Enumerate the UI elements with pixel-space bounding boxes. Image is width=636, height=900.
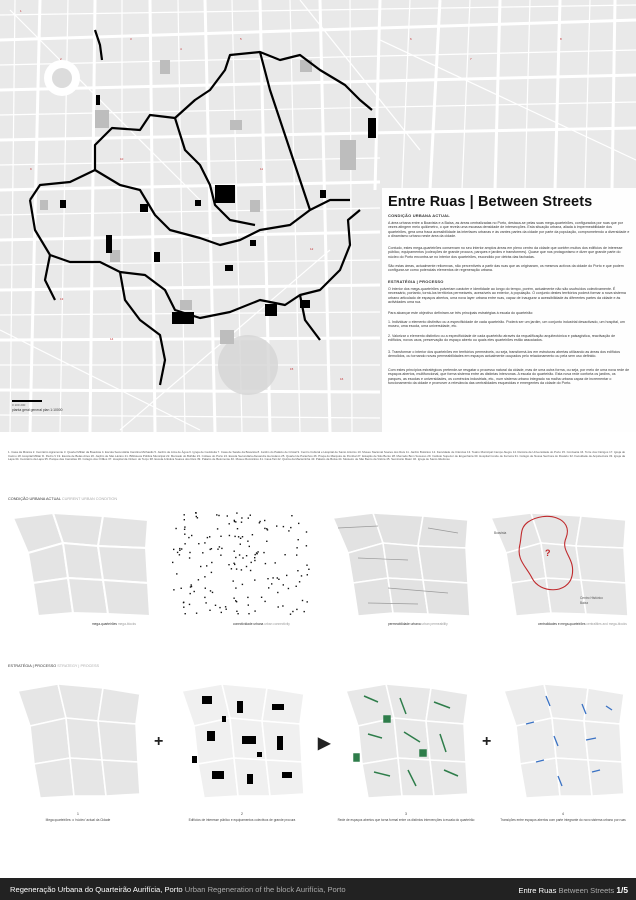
intersection-dot bbox=[265, 563, 266, 564]
intersection-dot bbox=[207, 537, 208, 538]
intersection-dot bbox=[184, 519, 185, 520]
intersection-dot bbox=[241, 569, 242, 570]
intersection-dot bbox=[259, 521, 260, 522]
intersection-dot bbox=[177, 552, 178, 553]
intersection-dot bbox=[233, 598, 234, 599]
caption-urban-connectivity bbox=[233, 622, 290, 626]
section-label-current-en: CURRENT URBAN CONDITION bbox=[61, 497, 118, 501]
intersection-dot bbox=[176, 573, 177, 574]
intersection-dot bbox=[191, 586, 192, 587]
paragraph-3: São estas áreas, actualmente relicenvas, não percentíveis a partir das ruas que as originaram, os mesmos actívos da cidade do Porto e que podem configurar-se como potenciais elementos de regeneração urbana. bbox=[388, 264, 624, 273]
svg-text:15: 15 bbox=[290, 367, 294, 371]
intersection-dot bbox=[250, 570, 251, 571]
intersection-dot bbox=[308, 569, 309, 570]
intersection-dot bbox=[220, 536, 221, 537]
svg-text:6: 6 bbox=[410, 37, 412, 41]
caption-permeability-en: urban permeability bbox=[421, 622, 448, 626]
strategy-step-1-diagram bbox=[8, 676, 148, 806]
caption-mega-blocks-pt: mega-quarteirões bbox=[92, 622, 117, 626]
arrow-operator: ▶ bbox=[318, 735, 331, 752]
intersection-dot bbox=[233, 563, 234, 564]
scale-ticks: 0 100 200 bbox=[12, 403, 26, 407]
intersection-dot bbox=[229, 535, 230, 536]
svg-text:7: 7 bbox=[470, 57, 472, 61]
intersection-dot bbox=[218, 515, 219, 516]
intersection-dot bbox=[241, 522, 242, 523]
intersection-dot bbox=[189, 557, 190, 558]
intersection-dot bbox=[234, 551, 235, 552]
intersection-dot bbox=[236, 568, 237, 569]
intersection-dot bbox=[278, 579, 279, 580]
intersection-dot bbox=[204, 597, 205, 598]
footer-sheet-pt: Entre Ruas bbox=[518, 886, 557, 895]
intersection-dot bbox=[226, 609, 227, 610]
intersection-dot bbox=[221, 612, 222, 613]
intersection-dot bbox=[231, 568, 232, 569]
intersection-dot bbox=[248, 517, 249, 518]
intersection-dot bbox=[183, 602, 184, 603]
intersection-dot bbox=[242, 584, 243, 585]
diagram-urban-permeability bbox=[328, 508, 478, 620]
intersection-dot bbox=[242, 557, 243, 558]
intersection-dot bbox=[185, 613, 186, 614]
intersection-dot bbox=[238, 536, 239, 537]
intersection-dot bbox=[198, 543, 199, 544]
intersection-dot bbox=[239, 554, 240, 555]
intersection-dot bbox=[196, 613, 197, 614]
intersection-dot bbox=[194, 591, 195, 592]
intersection-dot bbox=[225, 606, 226, 607]
intersection-dot bbox=[282, 605, 283, 606]
intersection-dot bbox=[190, 593, 191, 594]
footer-sheet-en: Between Streets bbox=[558, 886, 615, 895]
intersection-dot bbox=[288, 588, 289, 589]
intersection-dot bbox=[184, 514, 185, 515]
intersection-dot bbox=[179, 550, 180, 551]
paragraph-4: O interior dos mega-quarteirões pulveriam carácter e identidade ao longo do tempo, porém, actualmente não são usufruídos colectivamente. É necessário, portanto, torná-los territórios permeáveis, acessíveis ao exterior, à população. O conjunto destes territórios poderá formar a nova sistema urbano articulado de espaços abertos, uma nova layer urbana entre ruas, capaz de inaugurar a acessibilidade às diferentes partes da cidade e às actividades uma rua. bbox=[388, 287, 626, 304]
intersection-dot bbox=[246, 555, 247, 556]
intersection-dot bbox=[264, 520, 265, 521]
footer-project-title bbox=[10, 885, 346, 894]
intersection-dot bbox=[209, 610, 210, 611]
intersection-dot bbox=[212, 592, 213, 593]
intersection-dot bbox=[205, 588, 206, 589]
intersection-dot bbox=[227, 515, 228, 516]
intersection-dot bbox=[217, 549, 218, 550]
intersection-dot bbox=[306, 545, 307, 546]
footer-title-en: Urban Regeneration of the block Aurifícia, Porto bbox=[184, 885, 346, 894]
intersection-dot bbox=[267, 578, 268, 579]
intersection-dot bbox=[264, 528, 265, 529]
paragraph-strategy-1: 1. Individuar o elemento distintivo ou a especificidade de cada quarteirão. Poderá ser um jardim, um conjunto industrial desactivado, um hospital, um museu, uma escola, uma universidade, etc. bbox=[388, 320, 625, 329]
intersection-dot bbox=[254, 557, 255, 558]
intersection-dot bbox=[235, 587, 236, 588]
annotation-boavista: Boavista bbox=[494, 531, 507, 535]
paragraph-1: A área urbana entre a Boavista e a Baixa, as áreas centralizadas no Porto, destaca-se pelas suas mega-quarteirões, configurados por ruas que por vezes atingem meio quilómetro, o que revela uma escassa densidade de intersecções. Esta situação urbana, aliada à impermeabilidade dos quarteirões, gera uma fraca acessibilidade às interfaces urbanas e às vantes partes da cidade por parte da população, comprometendo a diversidade e o dinamismo urbano neste área da cidade. bbox=[388, 221, 630, 238]
intersection-dot bbox=[307, 601, 308, 602]
intersection-dot bbox=[197, 517, 198, 518]
intersection-dot bbox=[299, 581, 300, 582]
intersection-dot bbox=[240, 544, 241, 545]
intersection-dot bbox=[288, 530, 289, 531]
intersection-dot bbox=[235, 600, 236, 601]
caption-connectivity-en: urban connectivity bbox=[264, 622, 290, 626]
intersection-dot bbox=[234, 536, 235, 537]
intersection-dot bbox=[283, 526, 284, 527]
intersection-dot bbox=[219, 607, 220, 608]
intersection-dot bbox=[229, 523, 230, 524]
intersection-dot bbox=[248, 604, 249, 605]
diagram-urban-connectivity bbox=[168, 508, 318, 620]
intersection-dot bbox=[286, 575, 287, 576]
intersection-dot bbox=[255, 554, 256, 555]
intersection-dot bbox=[283, 584, 284, 585]
svg-text:1: 1 bbox=[20, 9, 22, 13]
intersection-dot bbox=[191, 535, 192, 536]
intersection-dot bbox=[206, 565, 207, 566]
footer-bar bbox=[0, 878, 636, 900]
step-caption-4: Transições entre espaços abertos com parte integrante do novo sistema urbano por ruas bbox=[500, 818, 626, 822]
intersection-dot bbox=[261, 597, 262, 598]
caption-connectivity-pt: conectividade urbana bbox=[233, 622, 264, 626]
intersection-dot bbox=[189, 552, 190, 553]
intersection-dot bbox=[267, 529, 268, 530]
intersection-dot bbox=[264, 601, 265, 602]
intersection-dot bbox=[304, 611, 305, 612]
intersection-dot bbox=[247, 541, 248, 542]
intersection-dot bbox=[184, 529, 185, 530]
step-caption-3: Rede de espaços abertos que torna formal entre os distintos intervenções à escala do quarteirão bbox=[337, 818, 475, 822]
footer-title-pt: Regeneração Urbana do Quarteirão Aurifícia, Porto bbox=[10, 885, 183, 894]
intersection-dot bbox=[221, 548, 222, 549]
plus-operator-1: + bbox=[154, 733, 164, 750]
intersection-dot bbox=[250, 515, 251, 516]
svg-text:13: 13 bbox=[60, 297, 64, 301]
intersection-dot bbox=[256, 552, 257, 553]
intersection-dot bbox=[234, 521, 235, 522]
diagram-centralities bbox=[486, 508, 630, 620]
intersection-dot bbox=[217, 528, 218, 529]
svg-text:10: 10 bbox=[120, 157, 124, 161]
step-number-4: 4 bbox=[562, 812, 564, 816]
intersection-dot bbox=[284, 554, 285, 555]
intersection-dot bbox=[266, 541, 267, 542]
intersection-dot bbox=[278, 606, 279, 607]
intersection-dot bbox=[175, 528, 176, 529]
step-caption-1: Mega quarteirões: o 'núcleo' actual da Cidade bbox=[45, 818, 111, 822]
section-label-current bbox=[8, 497, 117, 501]
intersection-dot bbox=[242, 536, 243, 537]
step-caption-2: Edifícios de interesse público e equipamentos colectivos de grande procura bbox=[188, 818, 296, 822]
intersection-dot bbox=[249, 546, 250, 547]
intersection-dot bbox=[277, 577, 278, 578]
intersection-dot bbox=[296, 609, 297, 610]
intersection-dot bbox=[307, 574, 308, 575]
section-label-strategy-en: STRATEGY | PROCESS bbox=[57, 664, 100, 668]
step-number-3: 3 bbox=[405, 812, 407, 816]
intersection-dot bbox=[248, 613, 249, 614]
caption-urban-permeability bbox=[388, 622, 448, 626]
intersection-dot bbox=[276, 525, 277, 526]
strategy-step-2-diagram bbox=[172, 676, 312, 806]
intersection-dot bbox=[296, 586, 297, 587]
svg-text:3: 3 bbox=[130, 37, 132, 41]
intersection-dot bbox=[297, 570, 298, 571]
svg-text:4: 4 bbox=[180, 47, 182, 51]
svg-text:5: 5 bbox=[240, 37, 242, 41]
intersection-dot bbox=[298, 523, 299, 524]
intersection-dot bbox=[237, 613, 238, 614]
intersection-dot bbox=[181, 548, 182, 549]
svg-text:14: 14 bbox=[110, 337, 114, 341]
intersection-dot bbox=[257, 551, 258, 552]
paragraph-strategy-3: 3. Transformar o interior dos quarteirões em territórios permeáveis, ou seja, transformá-los em estruturas abertas utilizando as áreas dos edifícios demolidos, ou tornando novas permeabilidades em espaços actualmente ocupados pelo relacionamento ou pela sem uso definido. bbox=[388, 350, 621, 359]
strategy-step-3-diagram bbox=[336, 676, 476, 806]
intersection-dot bbox=[204, 542, 205, 543]
intersection-dot bbox=[296, 554, 297, 555]
caption-centralities-pt: centralidades e mega-quarteirões bbox=[538, 622, 586, 626]
section-label-strategy-pt: ESTRATÉGIA | PROCESSO bbox=[8, 664, 57, 668]
caption-centralities-en: centralities and mega-blocks bbox=[586, 622, 627, 626]
map-legend: 1. Casa da Música 2. Cemitério Agramonte 3. Quartel Militar da Boavista 4. Escola Secundária Carolina Michaëlis 5. Jardim de Arca de Água 6. Igreja de Cedofeita 7. Casa de Saúde da Boavista 8. Jardim do Palácio de Cristal 9. Centro Cultural e Hospital de Santo António 10. Museu Nacional Soares dos Reis 11. Jardim Botânico 12. Faculdade de Ciências 13. Teatro Municipal Campo Alegre 14. Reitoria da Universidade do Porto 15. Cordoaria 16. Torre dos Clérigos 17. Igreja do Carmo 18. Hospital Militar D. Pedro V 19. Escola de Belas Artes 20. Jardim de São Lázaro 21. Biblioteca Pública Municipal 22. Mercado do Bolhão 23. Coliseu do Porto 24. Escola Secundária Alexandre Herculano 25. Quartel de Paranhos 26. Praça do Marquês de Pombal 27. Estação de São Bento 28. Mercado Bom Sucesso 29. Instituto Superior de Engenharia 30. Hospital Conde de Ferreira 31. Colégio de Nossa Senhora do Rosário 32. Faculdade de Arquitectura 33. Igreja da Lapa 34. Cemitério da Lapa 35. Parque das Camélias 36. Colégio dos Órfãos 37. Hospital da Ordem do Terço 38. Escola Artística Soares dos Reis 39. Palácio de Belomonte 40. Museu Romântico 41. Casa Tait 42. Quinta da Macieirinha 43. Palácio da Bolsa 44. Mosteiro de São Bento da Vitória 45. Seminário Maior 46. Igreja de Santo Ildefonso bbox=[8, 450, 626, 462]
intersection-dot bbox=[173, 589, 174, 590]
intersection-dot bbox=[202, 552, 203, 553]
intersection-dot bbox=[184, 534, 185, 535]
intersection-dot bbox=[251, 562, 252, 563]
paragraph-strategy-2: 2. Valorizar o elemento distintivo ou a especificidade de cada quarteirão através da requalificação arquitectónica e paisagística, reactivação de edifícios, novos usos, preservação do espaço aberto ou quais eles quarteirões estão associados. bbox=[388, 334, 616, 343]
intersection-dot bbox=[241, 517, 242, 518]
intersection-dot bbox=[254, 560, 255, 561]
section-label-current-pt: CONDIÇÃO URBANA ACTUAL bbox=[8, 497, 61, 501]
intersection-dot bbox=[272, 577, 273, 578]
intersection-dot bbox=[237, 528, 238, 529]
svg-text:12: 12 bbox=[310, 247, 314, 251]
intersection-dot bbox=[228, 564, 229, 565]
intersection-dot bbox=[252, 534, 253, 535]
subtitle-strategy: ESTRATÉGIA | PROCESSO bbox=[388, 279, 444, 284]
intersection-dot bbox=[298, 539, 299, 540]
intersection-dot bbox=[254, 579, 255, 580]
intersection-dot bbox=[306, 531, 307, 532]
intersection-dot bbox=[215, 605, 216, 606]
paragraph-2: Contudo, estes mega-quarteirões conservam no seu interior amplos áreas em pleno centro da cidade que contêm muitos dos edifícios de interesse público, equipamentos (colecções de grande procura, parques e jardins e transformes). Quase que nos protagonismo e dizer que grande parte do núcleo do Porto encontra-se no interior dos quarteirões, escondido por detrás das fachadas. bbox=[388, 246, 623, 259]
intersection-dot bbox=[235, 521, 236, 522]
intersection-dot bbox=[268, 587, 269, 588]
intersection-dot bbox=[191, 584, 192, 585]
intersection-dot bbox=[240, 538, 241, 539]
intersection-dot bbox=[183, 607, 184, 608]
annotation-historic-centre: Centro Histórico bbox=[580, 596, 603, 600]
intersection-dot bbox=[219, 546, 220, 547]
annotation-baixa: Baixa bbox=[580, 601, 588, 605]
caption-centralities bbox=[538, 622, 627, 626]
intersection-dot bbox=[179, 554, 180, 555]
intersection-dot bbox=[204, 576, 205, 577]
step-number-2: 2 bbox=[241, 812, 243, 816]
section-label-strategy bbox=[8, 664, 99, 668]
svg-text:11: 11 bbox=[260, 167, 264, 171]
intersection-dot bbox=[200, 566, 201, 567]
caption-mega-blocks bbox=[92, 622, 136, 626]
intersection-dot bbox=[205, 602, 206, 603]
footer-page-number: 1/5 bbox=[616, 885, 628, 895]
intersection-dot bbox=[259, 522, 260, 523]
map-scale bbox=[12, 400, 63, 428]
footer-sheet-info bbox=[518, 885, 628, 895]
intersection-dot bbox=[220, 555, 221, 556]
intersection-dot bbox=[254, 610, 255, 611]
intersection-dot bbox=[271, 583, 272, 584]
intersection-dot bbox=[296, 547, 297, 548]
scale-bar bbox=[12, 400, 42, 402]
intersection-dot bbox=[210, 590, 211, 591]
subtitle-current-condition: CONDIÇÃO URBANA ACTUAL bbox=[388, 213, 450, 218]
intersection-dot bbox=[188, 537, 189, 538]
intersection-dot bbox=[211, 572, 212, 573]
intersection-dot bbox=[173, 549, 174, 550]
step-number-1: 1 bbox=[77, 812, 79, 816]
intersection-dot bbox=[189, 604, 190, 605]
intersection-dot bbox=[233, 580, 234, 581]
page-title: Entre Ruas | Between Streets bbox=[388, 194, 593, 210]
paragraph-5: Para alcançar este objectivo definiram-se três principais estratégias à escala do quarteirão: bbox=[388, 311, 534, 315]
scale-label: planta geral general plan 1:10000 bbox=[12, 408, 63, 412]
paragraph-conclusion: Com estes princípios estratégicos pretende-se resgatar o processo natural da cidade, mas de uma outra forma, ou seja, por meio de uma nova rede de espaços abertos, multifuncional, que forma sistema entre as distintas interzonas. A escala do quarteirão. Esta nova rede conforta os jardins, os parques, as escolas e universidades, os comércios industriais, etc., num sistema urbano integrado na malha urbana capaz de incrementar o funcionamento da cidade e promover a relevância das centralidades esquecidas e emergentes da cidade do Porto. bbox=[388, 368, 630, 385]
intersection-dot bbox=[301, 575, 302, 576]
caption-mega-blocks-en: mega-blocks bbox=[117, 622, 136, 626]
intersection-dot bbox=[195, 512, 196, 513]
intersection-dot bbox=[211, 562, 212, 563]
intersection-dot bbox=[290, 614, 291, 615]
question-mark-icon: ? bbox=[545, 548, 551, 558]
intersection-dot bbox=[184, 526, 185, 527]
intersection-dot bbox=[246, 566, 247, 567]
intersection-dot bbox=[210, 549, 211, 550]
diagram-mega-blocks bbox=[8, 508, 158, 620]
intersection-dot bbox=[263, 552, 264, 553]
intersection-dot bbox=[291, 515, 292, 516]
svg-text:9: 9 bbox=[30, 167, 32, 171]
intersection-dot bbox=[181, 588, 182, 589]
intersection-dot bbox=[209, 536, 210, 537]
svg-text:16: 16 bbox=[340, 377, 344, 381]
intersection-dot bbox=[235, 557, 236, 558]
svg-text:2: 2 bbox=[60, 57, 62, 61]
intersection-dot bbox=[216, 514, 217, 515]
strategy-step-4-diagram bbox=[496, 676, 630, 806]
svg-text:8: 8 bbox=[560, 37, 562, 41]
intersection-dot bbox=[236, 611, 237, 612]
intersection-dot bbox=[247, 597, 248, 598]
intersection-dot bbox=[290, 527, 291, 528]
intersection-dot bbox=[302, 600, 303, 601]
intersection-dot bbox=[292, 611, 293, 612]
intersection-dot bbox=[306, 565, 307, 566]
intersection-dot bbox=[172, 562, 173, 563]
intersection-dot bbox=[277, 592, 278, 593]
caption-permeability-pt: permeabilidade urbana bbox=[388, 622, 421, 626]
intersection-dot bbox=[275, 562, 276, 563]
intersection-dot bbox=[196, 516, 197, 517]
intersection-dot bbox=[184, 543, 185, 544]
intersection-dot bbox=[198, 579, 199, 580]
intersection-dot bbox=[179, 548, 180, 549]
intersection-dot bbox=[211, 548, 212, 549]
plus-operator-2: + bbox=[482, 733, 492, 750]
intersection-dot bbox=[236, 512, 237, 513]
